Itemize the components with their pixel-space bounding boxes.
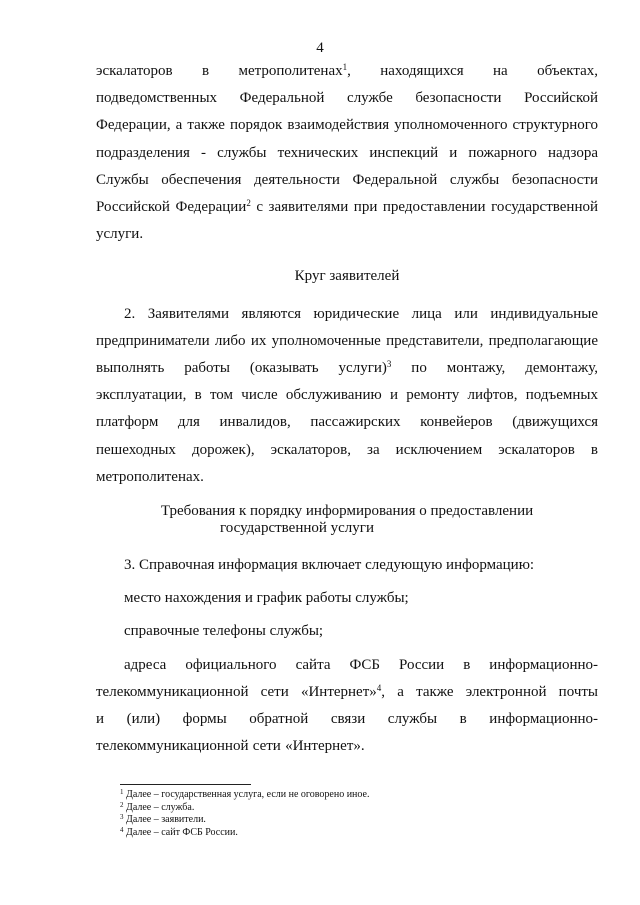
para2-line1: 2. Заявителями являются юридические лица или индивидуальные xyxy=(124,305,598,322)
paragraph-applicants xyxy=(96,301,598,491)
page-number: 4 xyxy=(316,40,324,56)
addr-line3: и (или) формы обратной связи службы в информационно- xyxy=(96,711,598,728)
document-body xyxy=(96,58,598,760)
para1-line3: Федерации, а также порядок взаимодействия уполномоченного структурного xyxy=(96,117,598,134)
para1-line1: эскалаторов в метрополитенах$^1$, находящихся на объектах, xyxy=(96,62,598,79)
footnote-4: $^4$ Далее – сайт ФСБ России. xyxy=(120,825,238,838)
para1-line4: подразделения - службы технических инспекций и пожарного надзора xyxy=(96,144,598,161)
item-phones: справочные телефоны службы; xyxy=(124,623,324,640)
footnote-1: $^1$ Далее – государственная услуга, если не оговорено иное. xyxy=(120,788,370,800)
para1-line5: Службы обеспечения деятельности Федеральной службы безопасности xyxy=(96,171,598,188)
footnote-ref-2: 2 xyxy=(246,198,251,209)
item-location: место нахождения и график работы службы; xyxy=(124,590,409,607)
para1-line2: подведомственных Федеральной службе безопасности Российской xyxy=(96,90,598,107)
para2-line2: предприниматели либо их уполномоченные представители, предполагающие xyxy=(96,332,598,349)
para1-line6: Российской Федерации$^2$ с заявителями при предоставлении государственной xyxy=(96,198,599,216)
para2-line5: платформ для инвалидов, пассажирских конвейеров (движущихся xyxy=(96,414,598,431)
para2-line3: выполнять работы (оказывать услуги)$^3$ по монтажу, демонтажу, xyxy=(96,359,599,377)
footnote-divider xyxy=(120,784,251,785)
para2-line7: метрополитенах. xyxy=(96,468,204,485)
para2-line6: пешеходных дорожек), эскалаторов, за исключением эскалаторов в xyxy=(96,441,598,458)
heading-applicants: Круг заявителей xyxy=(294,268,400,285)
addr-line1: адреса официального сайта ФСБ России в информационно- xyxy=(124,656,598,673)
footnote-3: $^3$ Далее – заявители. xyxy=(120,813,206,825)
footnote-2: $^2$ Далее – служба. xyxy=(120,800,195,813)
footnote-ref-1: 1 xyxy=(342,62,348,72)
para2-line4: эксплуатации, в том числе обслуживанию и ремонту лифтов, подъемных xyxy=(96,387,598,404)
heading-requirements: Требования к порядку информирования о предоставлении государственной услуги xyxy=(160,503,534,537)
item-addresses xyxy=(96,652,598,761)
paragraph-info: 3. Справочная информация включает следующую информацию: xyxy=(124,557,535,574)
addr-line2: телекоммуникационной сети «Интернет»$^4$, а также электронной почты xyxy=(96,682,599,700)
footnote-ref-4: 4 xyxy=(376,682,382,693)
paragraph-scope xyxy=(96,58,598,248)
para1-line7: услуги. xyxy=(96,226,144,243)
addr-line4: телекоммуникационной сети «Интернет». xyxy=(96,738,365,755)
footnote-ref-3: 3 xyxy=(386,359,392,370)
footnotes xyxy=(120,789,369,839)
